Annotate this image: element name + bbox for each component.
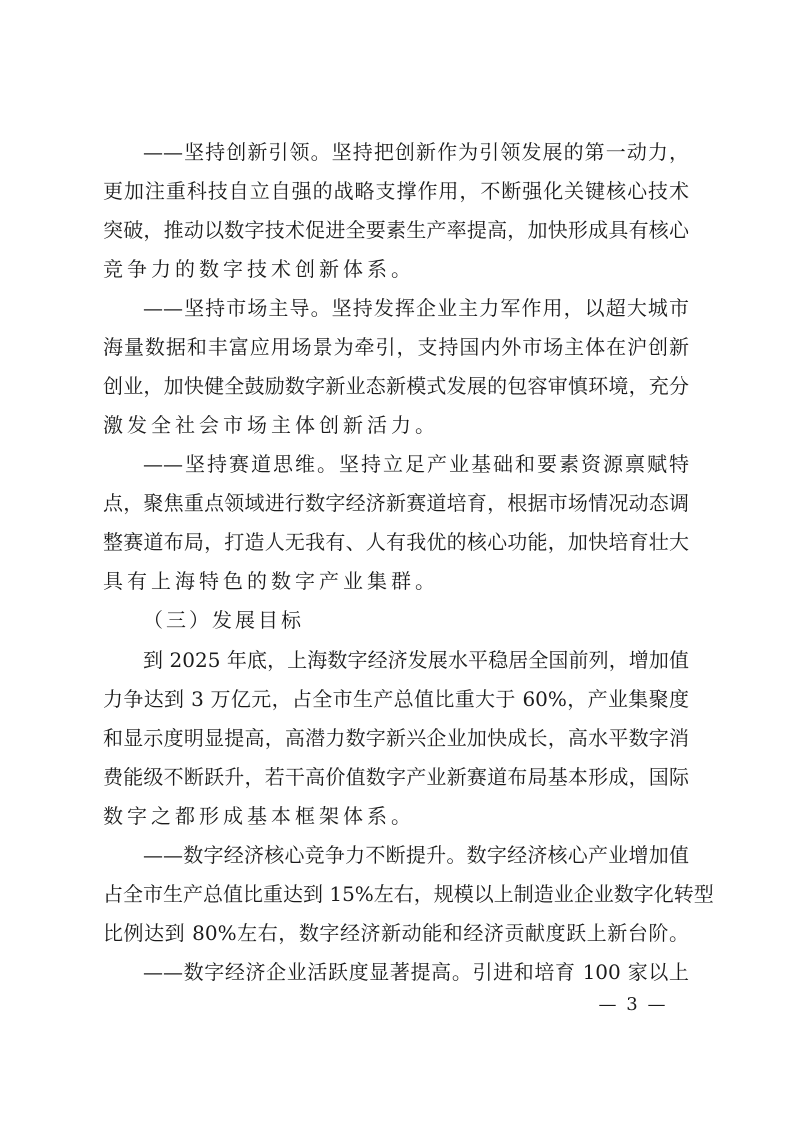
principle-track-line-2: 点，聚焦重点领域进行数字经济新赛道培育，根据市场情况动态调	[103, 491, 689, 515]
target-competitiveness-line-3: 比例达到 80%左右，数字经济新动能和经济贡献度跃上新台阶。	[103, 921, 689, 945]
principle-market-line-2: 海量数据和丰富应用场景为牵引，支持国内外市场主体在沪创新	[103, 335, 689, 359]
principle-innovation-line-4: 竞争力的数字技术创新体系。	[103, 257, 415, 281]
target-body-line-1: 到 2025 年底，上海数字经济发展水平稳居全国前列，增加值	[143, 648, 689, 672]
target-competitiveness-line-1: ——数字经济核心竞争力不断提升。数字经济核心产业增加值	[143, 843, 689, 867]
principle-market-line-1: ——坚持市场主导。坚持发挥企业主力军作用，以超大城市	[143, 296, 689, 320]
target-body-line-5: 数字之都形成基本框架体系。	[103, 804, 415, 828]
principle-market-line-3: 创业，加快健全鼓励数字新业态新模式发展的包容审慎环境，充分	[103, 374, 689, 398]
principle-market-line-4: 激发全社会市场主体创新活力。	[103, 413, 439, 437]
target-body-line-3: 和显示度明显提高，高潜力数字新兴企业加快成长，高水平数字消	[103, 726, 689, 750]
section-heading: （三）发展目标	[143, 608, 304, 632]
principle-innovation-line-2: 更加注重科技自立自强的战略支撑作用，不断强化关键核心技术	[103, 179, 689, 203]
principle-innovation-line-3: 突破，推动以数字技术促进全要素生产率提高，加快形成具有核心	[103, 218, 689, 242]
principle-track-line-3: 整赛道布局，打造人无我有、人有我优的核心功能，加快培育壮大	[103, 530, 689, 554]
principle-innovation-line-1: ——坚持创新引领。坚持把创新作为引领发展的第一动力，	[143, 140, 689, 164]
principle-track-line-1: ——坚持赛道思维。坚持立足产业基础和要素资源禀赋特	[143, 452, 689, 476]
target-body-line-4: 费能级不断跃升，若干高价值数字产业新赛道布局基本形成，国际	[103, 765, 689, 789]
target-competitiveness-line-2: 占全市生产总值比重达到 15%左右，规模以上制造业企业数字化转型	[103, 882, 714, 906]
page-number: — 3 —	[598, 994, 668, 1015]
target-body-line-2: 力争达到 3 万亿元，占全市生产总值比重大于 60%，产业集聚度	[103, 687, 689, 711]
target-enterprise-line-1: ——数字经济企业活跃度显著提高。引进和培育 100 家以上	[143, 960, 689, 984]
principle-track-line-4: 具有上海特色的数字产业集群。	[103, 569, 439, 593]
